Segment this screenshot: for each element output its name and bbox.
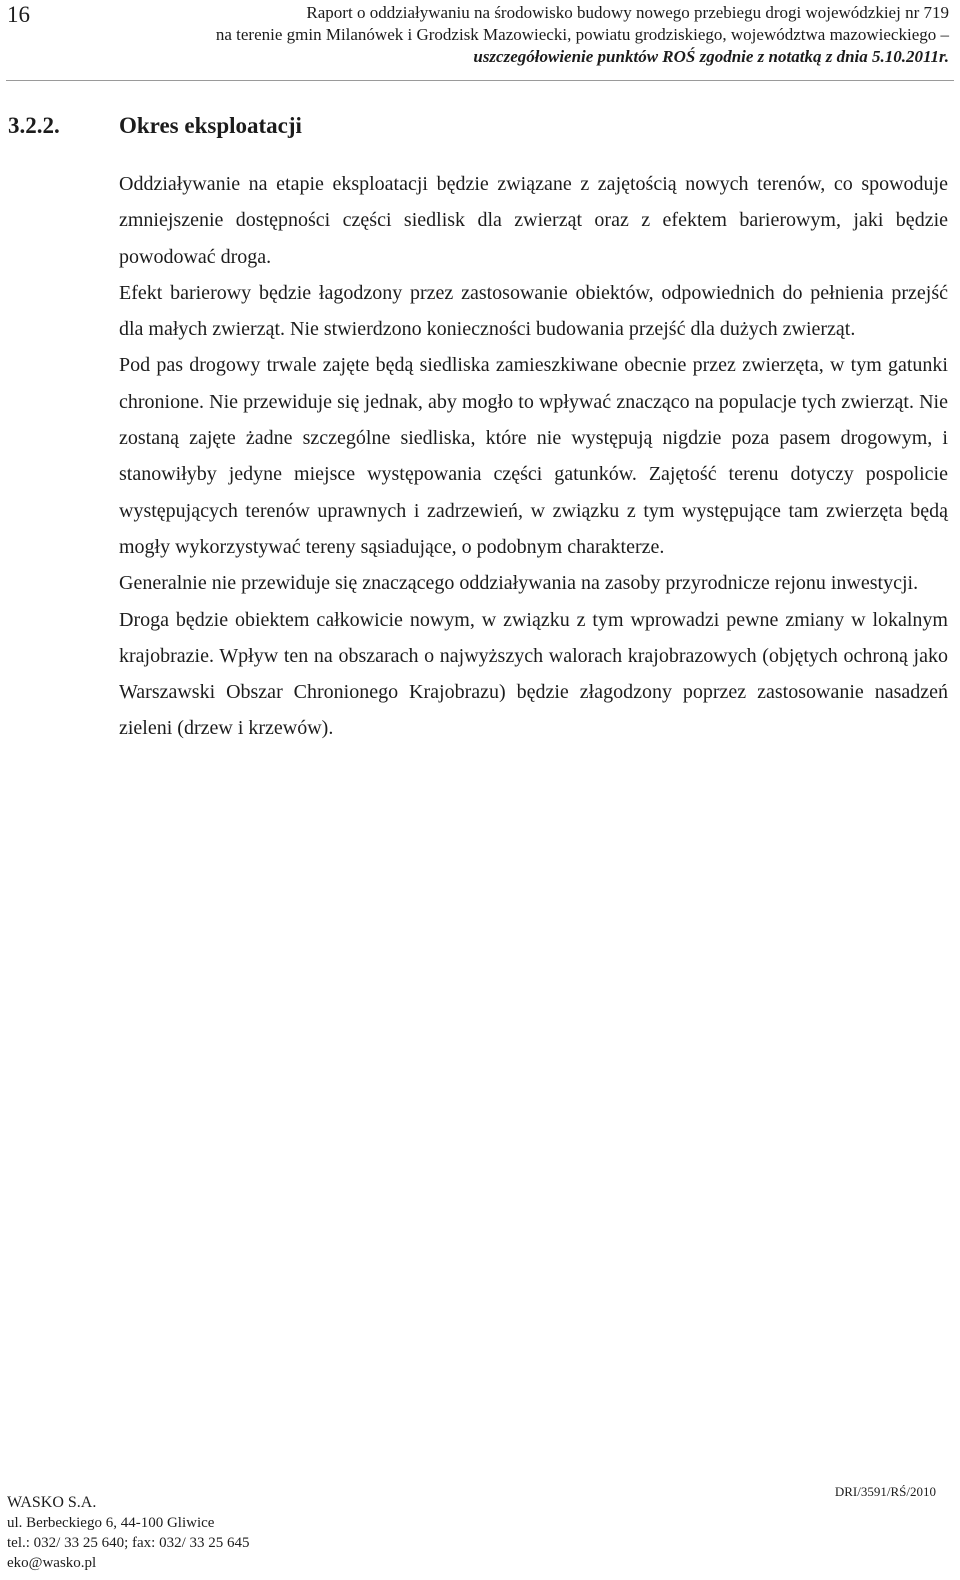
header-title-line-2: na terenie gmin Milanówek i Grodzisk Mazowiecki, powiatu grodziskiego, województwa mazowieckiego – [215,25,949,44]
header-title-line-3: uszczegółowienie punktów ROŚ zgodnie z notatką z dnia 5.10.2011r. [473,47,949,66]
footer-address: ul. Berbeckiego 6, 44-100 Gliwice [7,1515,215,1531]
footer-doc-ref: DRI/3591/RŚ/2010 [834,1484,936,1499]
section-heading [8,110,302,142]
paragraph: Oddziaływanie na etapie eksploatacji będzie związane z zajętością nowych terenów, co spowoduje zmniejszenie dostępności części siedlisk dla zwierząt oraz z efektem barierowym, jaki będzie powodować droga. [119,173,948,268]
paragraph: Droga będzie obiektem całkowicie nowym, w związku z tym wprowadzi pewne zmiany w lokalnym krajobrazie. Wpływ ten na obszarach o najwyższych walorach krajobrazowych (objętych ochroną jako Warszawski Obszar Chronionego Krajobrazu) będzie złagodzony poprzez zastosowanie nasadzeń zieleni (drzew i krzewów). [119,608,948,740]
footer-contact [7,1493,249,1573]
header-divider [6,80,954,81]
footer-phone: tel.: 032/ 33 25 640; fax: 032/ 33 25 645 [7,1535,250,1551]
paragraph: Efekt barierowy będzie łagodzony przez zastosowanie obiektów, odpowiednich do pełnienia przejść dla małych zwierząt. Nie stwierdzono konieczności budowania przejść dla dużych zwierząt. [119,281,948,341]
page-number: 16 [7,2,30,27]
footer-email: eko@wasko.pl [7,1555,97,1571]
header-title-line-1: Raport o oddziaływaniu na środowisko budowy nowego przebiegu drogi wojewódzkiej nr 719 [306,3,949,22]
paragraph: Generalnie nie przewiduje się znaczącego oddziaływania na zasoby przyrodnicze rejonu inwestycji. [119,572,919,595]
document-header [129,2,949,68]
footer-company: WASKO S.A. [7,1494,97,1511]
body-text [119,166,948,747]
section-number: 3.2.2. [8,113,60,138]
paragraph: Pod pas drogowy trwale zajęte będą siedliska zamieszkiwane obecnie przez zwierzęta, w tym gatunki chronione. Nie przewiduje się jednak, aby mogło to wpływać znacząco na populacje tych zwierząt. Nie zostaną zajęte żadne szczególne siedliska, które nie występują nigdzie poza pasem drogowym, i stanowiłyby jedyne miejsce występowania części gatunków. Zajętość terenu dotyczy pospolicie występujących terenów uprawnych i zadrzewień, w związku z tym występujące tam zwierzęta będą mogły wykorzystywać tereny sąsiadujące, o podobnym charakterze. [119,354,948,558]
section-title: Okres eksploatacji [119,113,302,138]
